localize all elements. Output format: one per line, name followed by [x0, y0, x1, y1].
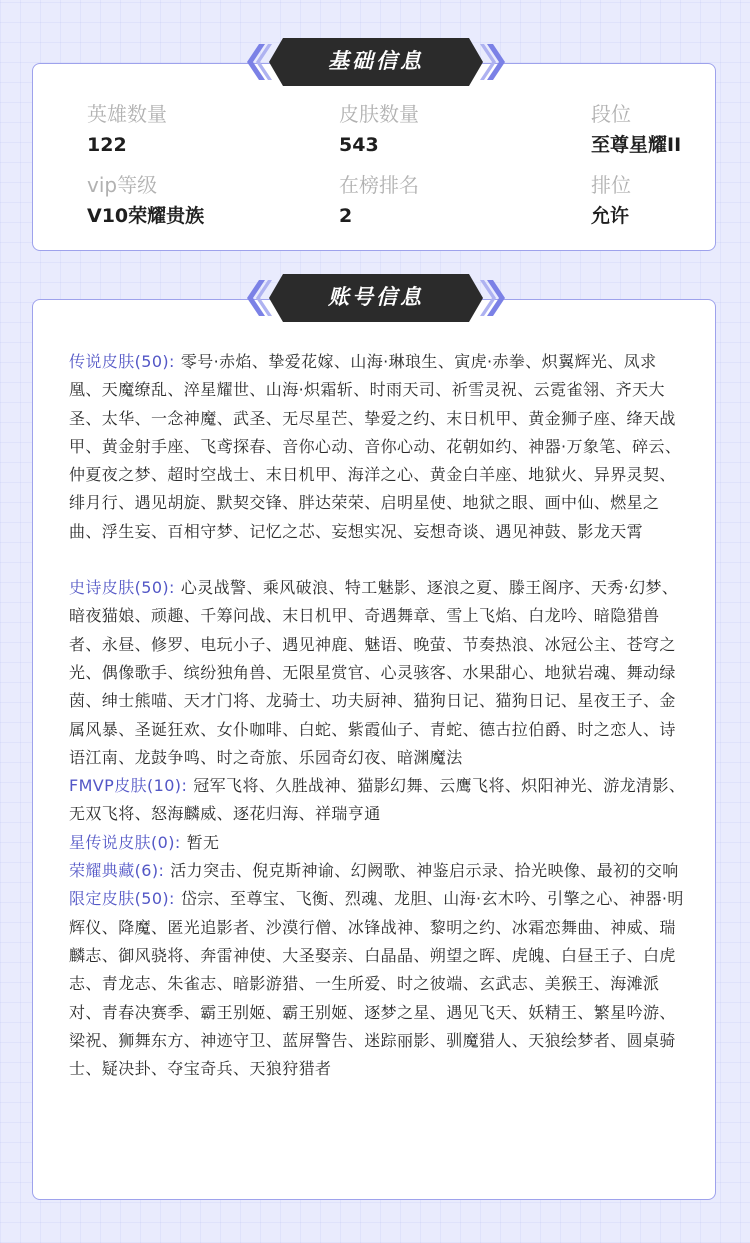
- epic-skins-value: 心灵战警、乘风破浪、特工魅影、逐浪之夏、滕王阁序、天秀·幻梦、暗夜猫娘、顽趣、千筹问战、末日机甲、奇遇舞章、雪上飞焰、白龙吟、暗隐猎兽者、永昼、修罗、电玩小子、遇见神鹿、魅语、晚萤、节奏热浪、冰冠公主、苍穹之光、偶像歌手、缤纷独角兽、无限星赏官、心灵骇客、水果甜心、地狱岩魂、舞动绿茵、绅士熊喵、天才门将、龙骑士、功夫厨神、猫狗日记、猫狗日记、星夜王子、金属风暴、圣诞狂欢、女仆咖啡、白蛇、紫霞仙子、青蛇、德古拉伯爵、时之恋人、诗语江南、龙鼓争鸣、时之奇旅、乐园奇幻夜、暗渊魔法: [69, 578, 679, 767]
- basic-info-card: [32, 63, 716, 251]
- fmvp-skins: [69, 772, 689, 829]
- leaderboard-rank-cell: [339, 171, 559, 230]
- legendary-skins-label: 传说皮肤(50):: [69, 352, 175, 371]
- rank-tier-cell: [591, 100, 750, 159]
- ranked-status-value: 允许: [591, 205, 630, 227]
- vip-level-cell: [87, 171, 307, 230]
- epic-skins: [69, 574, 689, 772]
- skin-count-cell: [339, 100, 559, 159]
- skin-count-label: 皮肤数量: [339, 102, 419, 126]
- limited-skins-label: 限定皮肤(50):: [69, 889, 175, 909]
- legendary-skins: [69, 348, 689, 546]
- star-legend-skins: [69, 829, 689, 857]
- ranked-status-cell: [591, 171, 750, 230]
- legendary-skins-value: 零号·赤焰、挚爱花嫁、山海·琳琅生、寅虎·赤拳、炽翼辉光、凤求凰、天魔缭乱、淬星耀世、山海·炽霜斩、时雨天司、祈雪灵祝、云霓雀翎、齐天大圣、太华、一念神魔、武圣、无尽星芒、挚爱之约、末日机甲、黄金狮子座、绛天战甲、黄金射手座、飞鸢探春、音你心动、音你心动、花朝如约、神器·万象笔、碎云、仲夏夜之梦、超时空战士、末日机甲、海洋之心、黄金白羊座、地狱火、异界灵契、绯月行、遇见胡旋、默契交锋、胖达荣荣、启明星使、地狱之眼、画中仙、燃星之曲、浮生妄、百相守梦、记忆之芯、妄想实况、妄想奇谈、遇见神鼓、影龙天霄: [69, 352, 682, 541]
- ranked-status-label: 排位: [591, 173, 631, 197]
- hero-count-cell: [87, 100, 307, 159]
- account-info-banner: [245, 274, 507, 322]
- skin-count-value: 543: [339, 134, 379, 156]
- limited-skins: [69, 885, 689, 1083]
- basic-info-title: 基础信息: [328, 49, 424, 73]
- account-info-title: 账号信息: [328, 285, 424, 309]
- star-legend-skins-label: 星传说皮肤(0):: [69, 832, 181, 852]
- hero-count-label: 英雄数量: [87, 102, 167, 126]
- hero-count-value: 122: [87, 134, 127, 156]
- limited-skins-value: 岱宗、至尊宝、飞衡、烈魂、龙胆、山海·玄木吟、引擎之心、神器·明辉仪、降魔、匿光追影者、沙漠行僧、冰锋战神、黎明之约、冰霜恋舞曲、神威、瑞麟志、御风骁将、奔雷神使、大圣娶亲、白晶晶、朔望之晖、虎魄、白昼王子、白虎志、青龙志、朱雀志、暗影游猎、一生所爱、时之彼端、玄武志、美猴王、海滩派对、青春决赛季、霸王别姬、霸王别姬、逐梦之星、遇见飞天、妖精王、繁星吟游、梁祝、狮舞东方、神迹守卫、蓝屏警告、迷踪丽影、驯魔猎人、天狼绘梦者、圆桌骑士、疑决卦、夺宝奇兵、天狼狩猎者: [69, 889, 684, 1079]
- basic-info-grid: [87, 100, 707, 240]
- epic-skins-label: 史诗皮肤(50):: [69, 578, 175, 598]
- leaderboard-rank-value: 2: [339, 205, 353, 227]
- section-gap: [69, 546, 689, 574]
- leaderboard-rank-label: 在榜排名: [339, 173, 419, 197]
- rank-tier-value: 至尊星耀II: [591, 134, 682, 156]
- vip-level-value: V10荣耀贵族: [87, 205, 205, 227]
- glory-collection-skins: [69, 857, 689, 885]
- rank-tier-label: 段位: [591, 102, 631, 126]
- basic-info-banner: [245, 38, 507, 86]
- fmvp-skins-value: 冠军飞将、久胜战神、猫影幻舞、云鹰飞将、炽阳神光、游龙清影、无双飞将、怒海麟威、逐花归海、祥瑞亨通: [69, 776, 686, 824]
- glory-collection-skins-label: 荣耀典藏(6):: [69, 861, 165, 881]
- vip-level-label: vip等级: [87, 173, 158, 197]
- glory-collection-skins-value: 活力突击、倪克斯神谕、幻阙歌、神鉴启示录、拾光映像、最初的交响: [170, 861, 679, 881]
- account-info-card: [32, 299, 716, 1200]
- skin-list: [69, 348, 689, 1083]
- star-legend-skins-value: 暂无: [186, 832, 220, 852]
- fmvp-skins-label: FMVP皮肤(10):: [69, 776, 188, 796]
